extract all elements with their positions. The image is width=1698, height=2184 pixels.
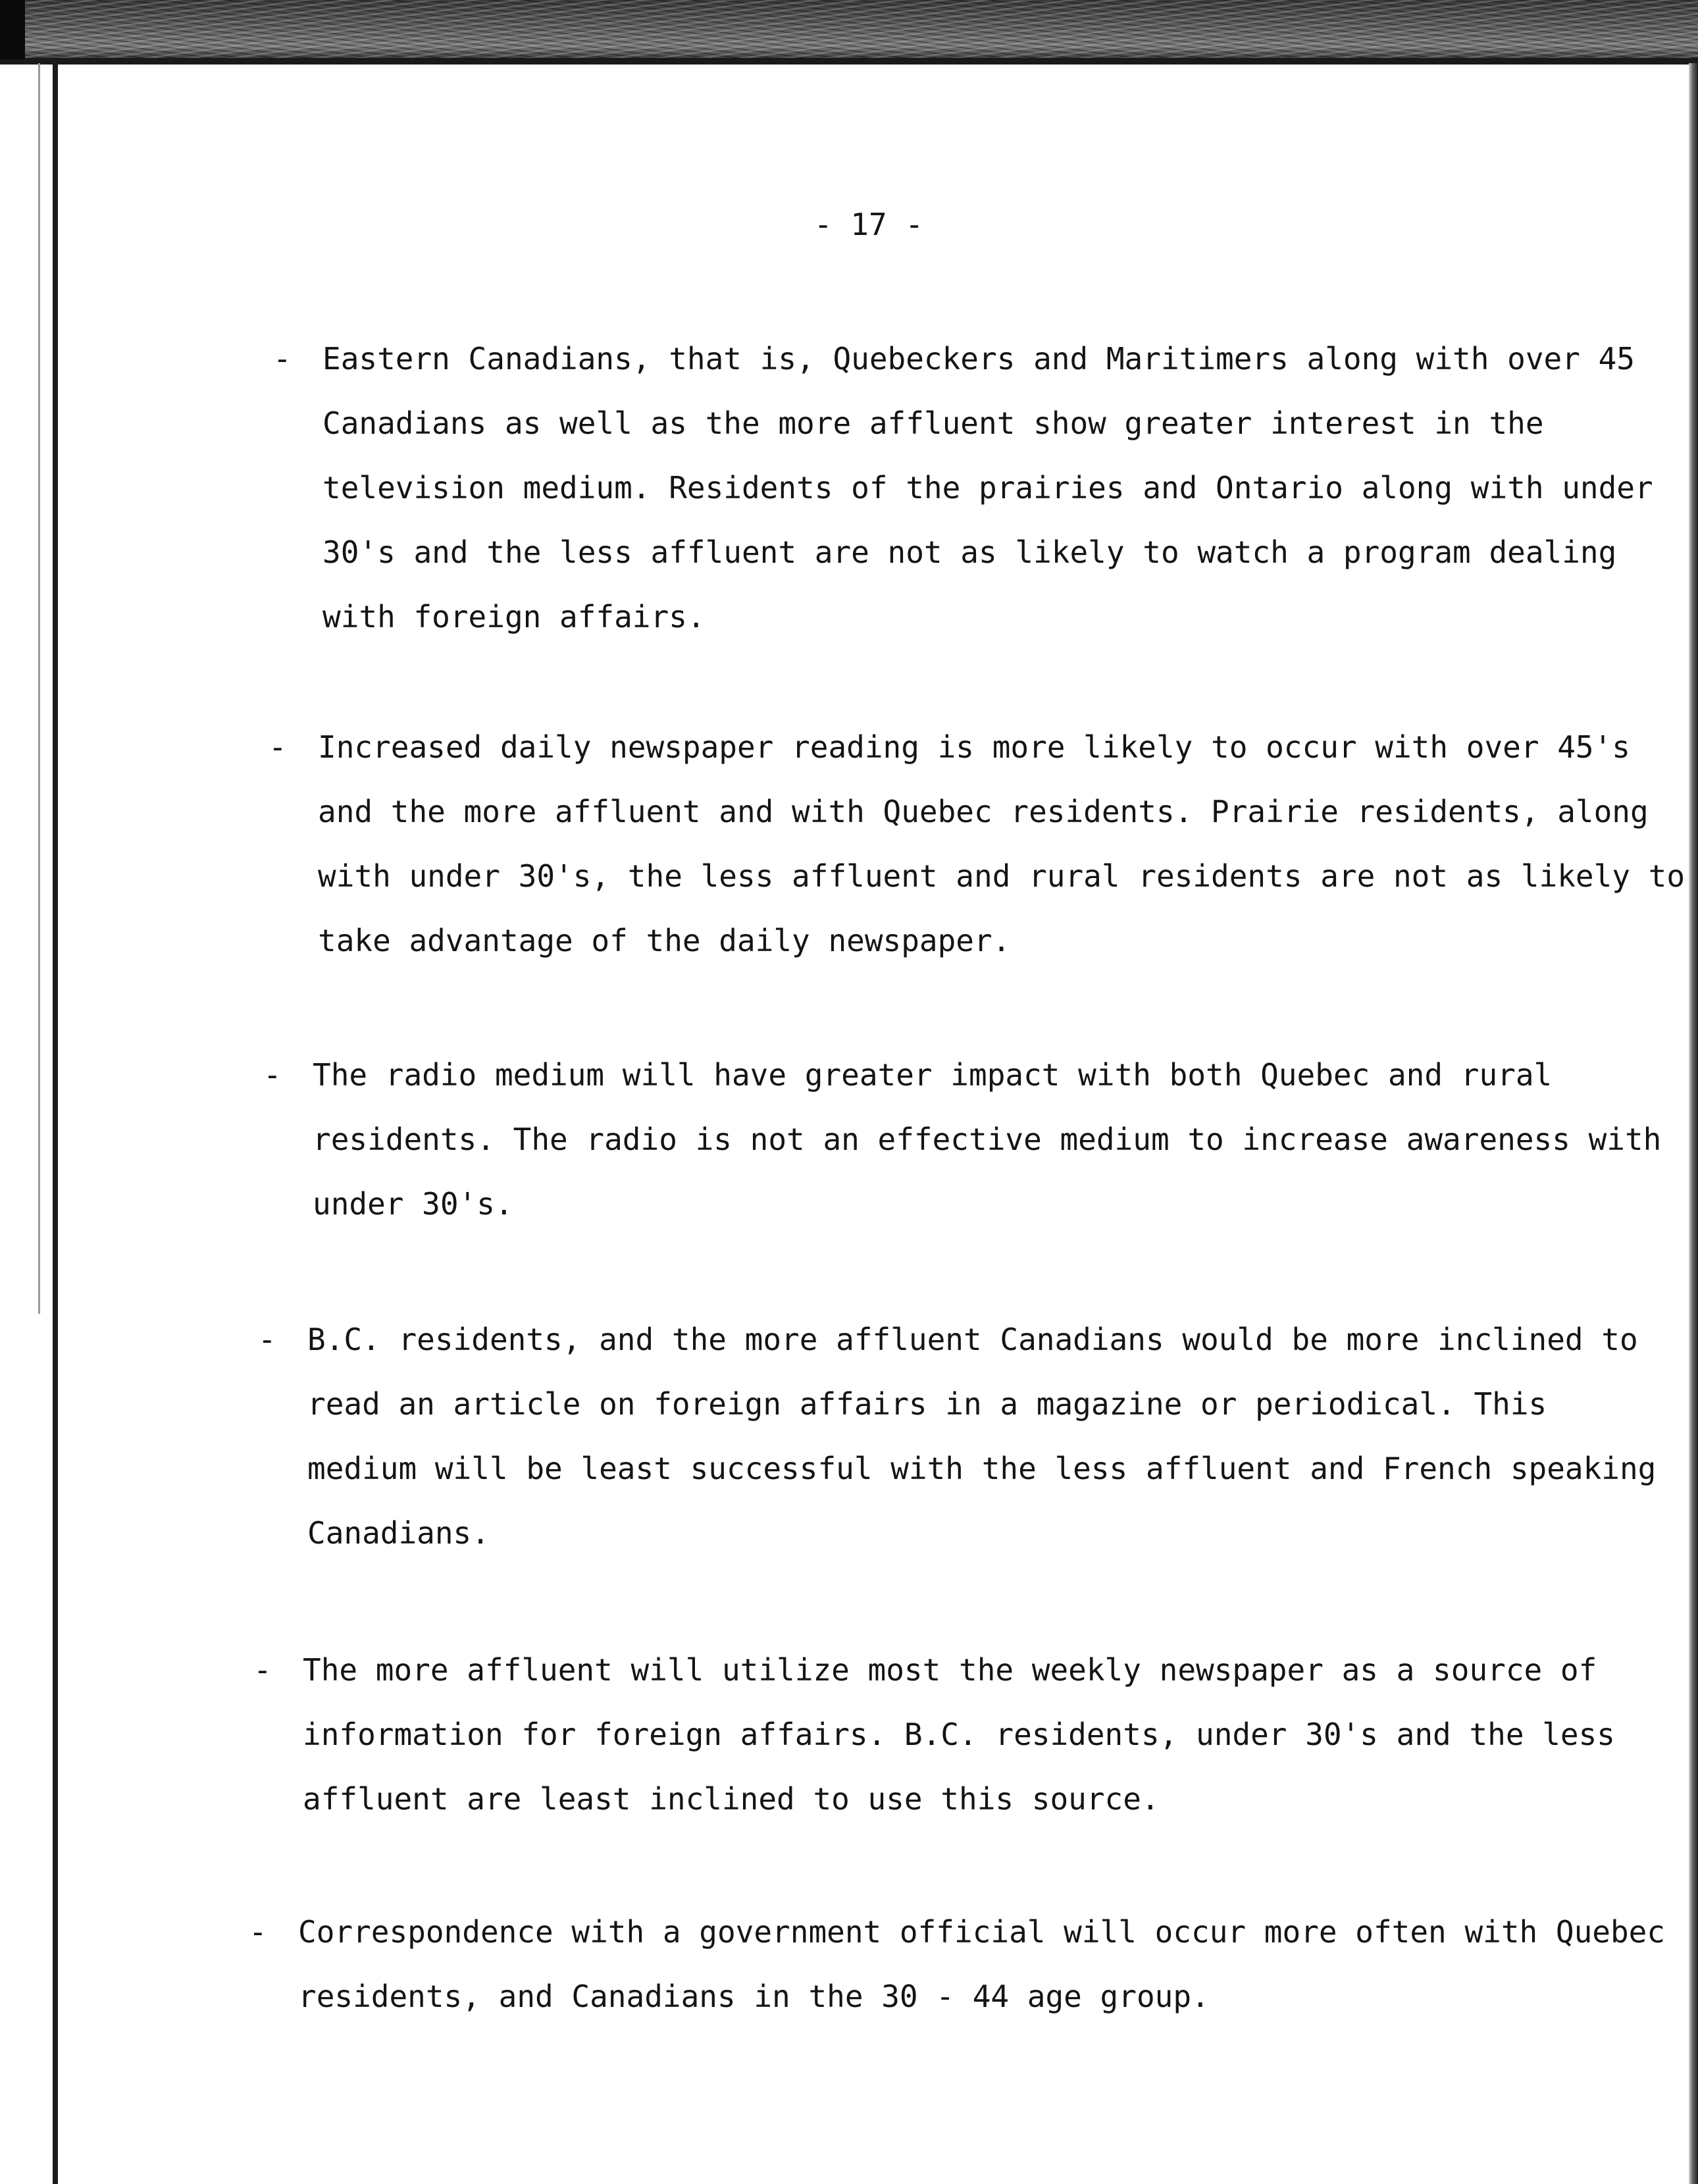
text-line: television medium. Residents of the prairies and Ontario along with under	[322, 470, 1653, 506]
bullet-dash: -	[269, 729, 287, 765]
text-line: The radio medium will have greater impact with both Quebec and rural	[313, 1057, 1553, 1093]
binding-rule	[53, 63, 58, 2184]
text-line: Canadians.	[307, 1515, 490, 1551]
scan-corner-mark	[0, 0, 25, 59]
bullet-text	[298, 1900, 1665, 2029]
bullet-text	[322, 326, 1653, 649]
text-line: information for foreign affairs. B.C. residents, under 30's and the less	[303, 1717, 1615, 1752]
page-number: - 17 -	[813, 207, 924, 242]
scan-right-edge	[1689, 63, 1698, 2184]
text-line: B.C. residents, and the more affluent Canadians would be more inclined to	[307, 1322, 1638, 1357]
text-line: residents. The radio is not an effective medium to increase awareness with	[313, 1122, 1662, 1157]
text-line: affluent are least inclined to use this source.	[303, 1781, 1160, 1817]
text-line: The more affluent will utilize most the weekly newspaper as a source of	[303, 1652, 1597, 1688]
text-line: with under 30's, the less affluent and rural residents are not as likely to	[318, 858, 1685, 894]
text-line: residents, and Canadians in the 30 - 44 age group.	[298, 1979, 1210, 2014]
scan-top-edge	[0, 58, 1698, 65]
text-line: and the more affluent and with Quebec residents. Prairie residents, along	[318, 794, 1649, 829]
bullet-dash: -	[273, 341, 292, 377]
text-line: read an article on foreign affairs in a magazine or periodical. This	[307, 1386, 1547, 1422]
text-line: Increased daily newspaper reading is more likely to occur with over 45's	[318, 729, 1630, 765]
binding-rule-faint	[38, 63, 40, 1314]
bullet-text	[318, 715, 1685, 973]
text-line: with foreign affairs.	[322, 599, 706, 635]
text-line: Eastern Canadians, that is, Quebeckers and Maritimers along with over 45	[322, 341, 1635, 377]
text-line: medium will be least successful with the less affluent and French speaking	[307, 1451, 1657, 1486]
text-line: Correspondence with a government official will occur more often with Quebec	[298, 1914, 1666, 1950]
bullet-text	[307, 1307, 1656, 1565]
scan-top-border	[0, 0, 1698, 62]
bullet-text	[313, 1043, 1661, 1236]
bullet-dash: -	[253, 1652, 272, 1688]
bullet-dash: -	[258, 1322, 276, 1357]
bullet-dash: -	[263, 1057, 282, 1093]
bullet-dash: -	[249, 1914, 267, 1950]
text-line: under 30's.	[313, 1186, 513, 1222]
text-line: take advantage of the daily newspaper.	[318, 923, 1011, 958]
text-line: 30's and the less affluent are not as likely to watch a program dealing	[322, 534, 1617, 570]
bullet-text	[303, 1638, 1615, 1831]
text-line: Canadians as well as the more affluent show greater interest in the	[322, 405, 1544, 441]
